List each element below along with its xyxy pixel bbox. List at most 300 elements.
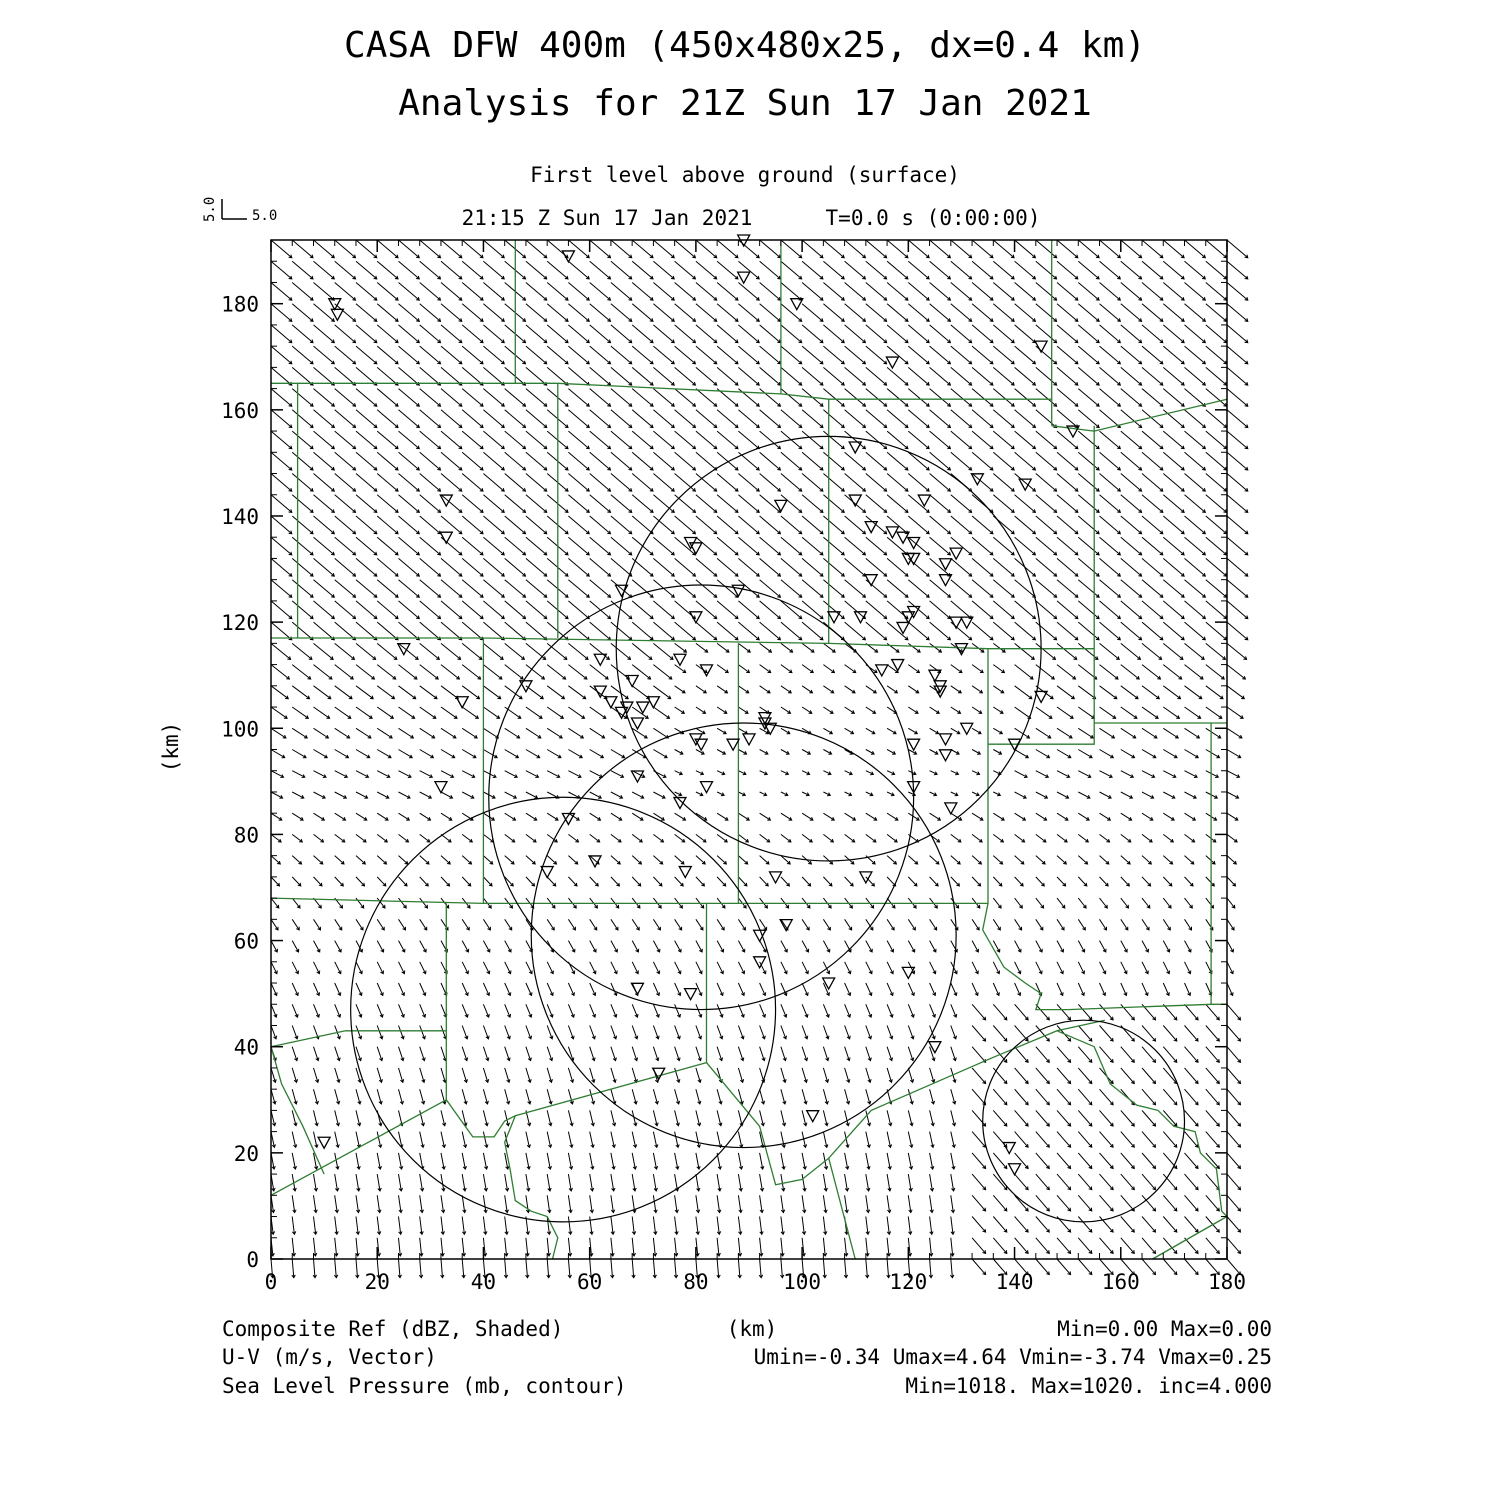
wind-vector [1142, 452, 1163, 470]
wind-vector [483, 1026, 489, 1039]
wind-vector [271, 813, 282, 820]
wind-vector [781, 580, 802, 598]
wind-vector [675, 367, 696, 385]
wind-vector [335, 537, 356, 555]
wind-vector [908, 1068, 913, 1082]
wind-vector [271, 919, 278, 930]
wind-vector [696, 1110, 701, 1125]
wind-vector [802, 686, 812, 693]
wind-vector [611, 1110, 616, 1125]
wind-vector [1036, 1174, 1050, 1190]
wind-vector [866, 1259, 869, 1278]
station-marker [908, 538, 920, 549]
wind-vector [292, 813, 303, 820]
wind-vector [335, 389, 356, 407]
wind-vector [675, 304, 696, 322]
wind-vector [866, 346, 887, 364]
wind-vector [1185, 1174, 1199, 1190]
wind-vector [823, 304, 844, 322]
wind-vector [823, 537, 844, 555]
wind-vector [1078, 1217, 1092, 1233]
wind-vector [1163, 537, 1184, 555]
wind-vector [377, 983, 383, 995]
wind-vector [420, 474, 441, 492]
wind-vector [1185, 580, 1206, 598]
wind-vector [675, 1004, 681, 1017]
wind-vector [1057, 580, 1078, 598]
wind-vector [866, 240, 887, 258]
wind-vector [1078, 346, 1099, 364]
wind-vector [845, 707, 855, 713]
wind-vector [951, 240, 972, 258]
wind-vector [547, 771, 560, 778]
wind-vector [675, 707, 685, 713]
wind-vector [632, 495, 653, 513]
county-boundary [446, 1031, 706, 1137]
wind-vector [526, 1004, 532, 1017]
wind-vector [335, 240, 356, 258]
wind-vector [483, 856, 492, 864]
wind-vector [292, 856, 301, 864]
wind-vector [568, 1089, 573, 1104]
wind-vector [1057, 983, 1063, 995]
wind-vector [1121, 1132, 1135, 1148]
wind-vector [292, 983, 298, 995]
wind-vector [1057, 813, 1068, 820]
wind-vector [335, 431, 356, 449]
wind-vector [462, 813, 473, 820]
wind-vector [611, 495, 632, 513]
wind-vector [993, 452, 1014, 470]
wind-vector [930, 1089, 935, 1104]
wind-vector [611, 750, 625, 758]
wind-vector [653, 389, 674, 407]
wind-vector [930, 1110, 935, 1125]
wind-vector [717, 240, 738, 258]
wind-vector [632, 1153, 636, 1169]
wind-vector [314, 601, 335, 619]
wind-vector [993, 686, 1003, 693]
wind-vector [590, 1004, 596, 1017]
wind-vector [675, 771, 683, 775]
wind-vector [1121, 1238, 1135, 1254]
wind-vector [399, 410, 420, 428]
wind-vector [547, 856, 556, 864]
wind-vector [335, 261, 356, 279]
wind-vector [1015, 389, 1036, 407]
wind-vector [781, 771, 789, 775]
wind-vector [292, 919, 299, 930]
wind-vector [738, 707, 748, 713]
wind-vector [696, 431, 717, 449]
wind-vector [823, 792, 830, 796]
wind-vector [653, 941, 660, 952]
wind-vector [314, 813, 325, 820]
wind-vector [696, 1195, 700, 1212]
wind-vector [1163, 983, 1169, 995]
wind-vector [547, 1195, 551, 1212]
wind-vector [823, 389, 844, 407]
wind-vector [335, 1110, 340, 1125]
wind-vector [717, 1089, 722, 1104]
wind-vector [292, 495, 313, 513]
wind-vector [314, 580, 335, 598]
wind-vector [1078, 643, 1098, 659]
wind-vector [930, 707, 940, 713]
wind-vector [441, 1217, 445, 1235]
station-marker [823, 978, 835, 989]
wind-vector [568, 856, 577, 864]
wind-vector [1227, 898, 1235, 908]
title-line-1: CASA DFW 400m (450x480x25, dx=0.4 km) [344, 25, 1146, 66]
wind-vector [1057, 941, 1064, 952]
wind-vector [462, 1153, 466, 1169]
wind-vector [802, 707, 812, 713]
wind-vector [1015, 1089, 1029, 1105]
wind-vector [993, 728, 1002, 733]
wind-vector [1163, 877, 1172, 886]
wind-vector [1185, 537, 1206, 555]
wind-vector [462, 877, 471, 886]
wind-vector [292, 580, 313, 598]
wind-vector [1185, 1047, 1199, 1063]
wind-vector [760, 325, 781, 343]
wind-vector [1078, 813, 1089, 820]
wind-vector [696, 410, 717, 428]
wind-vector [1015, 834, 1025, 842]
wind-vector [1185, 410, 1206, 428]
wind-vector [696, 962, 702, 974]
wind-vector [1015, 792, 1027, 798]
wind-vector [951, 1047, 957, 1061]
wind-vector [398, 1259, 401, 1278]
wind-vector [420, 1132, 425, 1148]
wind-vector [590, 941, 596, 952]
wind-vector [760, 1089, 765, 1104]
wind-vector [781, 1195, 785, 1212]
wind-vector [1206, 1132, 1220, 1148]
wind-vector [1015, 1047, 1029, 1063]
wind-vector [696, 452, 717, 470]
station-marker [440, 495, 452, 506]
wind-vector [823, 665, 834, 673]
wind-vector [1185, 877, 1194, 886]
wind-vector [420, 983, 426, 995]
wind-vector [399, 834, 409, 842]
wind-vector [547, 283, 568, 301]
wind-vector [547, 1174, 551, 1191]
wind-vector [590, 1174, 594, 1191]
wind-vector [1036, 389, 1057, 407]
wind-vector [590, 1217, 594, 1235]
wind-vector [717, 410, 738, 428]
wind-vector [441, 1259, 444, 1278]
wind-vector [738, 771, 746, 775]
wind-vector [1078, 537, 1099, 555]
wind-vector [675, 474, 696, 492]
wind-vector [781, 1153, 785, 1169]
wind-vector [1163, 516, 1184, 534]
wind-vector [930, 367, 951, 385]
wind-vector [420, 1068, 425, 1082]
wind-vector [314, 516, 335, 534]
wind-vector [271, 643, 291, 659]
wind-vector [887, 452, 908, 470]
wind-vector [930, 431, 951, 449]
wind-vector [1227, 389, 1248, 407]
wind-vector [420, 686, 437, 699]
wind-vector [568, 558, 589, 576]
wind-vector [887, 771, 895, 775]
wind-vector [462, 728, 477, 738]
wind-vector [1142, 431, 1163, 449]
wind-vector [696, 474, 717, 492]
wind-vector [377, 792, 389, 798]
wind-vector [717, 750, 725, 755]
wind-vector [866, 1174, 870, 1191]
wind-vector [399, 325, 420, 343]
wind-vector [887, 856, 896, 864]
wind-vector [1142, 665, 1161, 680]
wind-vector [993, 346, 1014, 364]
wind-vector [568, 622, 589, 640]
wind-vector [271, 898, 279, 908]
wind-vector [845, 919, 852, 930]
wind-vector [526, 1132, 531, 1148]
wind-vector [1057, 410, 1078, 428]
wind-vector [1227, 665, 1245, 680]
wind-vector [696, 771, 704, 775]
wind-vector [314, 686, 331, 699]
wind-vector [483, 1153, 487, 1169]
wind-vector [441, 516, 462, 534]
wind-vector [590, 750, 604, 758]
wind-vector [1078, 1174, 1092, 1190]
wind-vector [1121, 728, 1136, 738]
wind-vector [781, 1089, 786, 1104]
wind-vector [335, 622, 356, 640]
wind-vector [441, 771, 454, 778]
wind-vector [335, 1132, 340, 1148]
wind-vector [696, 622, 717, 640]
wind-vector [632, 643, 652, 659]
wind-vector [356, 283, 377, 301]
wind-vector [399, 1153, 403, 1169]
wind-vector [568, 941, 575, 952]
wind-vector [696, 1089, 701, 1104]
wind-vector [993, 495, 1014, 513]
wind-vector [1185, 516, 1206, 534]
wind-vector [462, 1026, 468, 1039]
wind-vector [1121, 834, 1131, 842]
wind-vector [292, 962, 298, 974]
wind-vector [271, 792, 283, 798]
wind-vector [462, 1047, 467, 1061]
wind-vector [1078, 240, 1099, 258]
wind-vector [568, 452, 589, 470]
wind-vector [908, 983, 914, 995]
wind-vector [930, 1174, 934, 1191]
wind-vector [1163, 750, 1177, 758]
wind-vector [696, 792, 703, 796]
wind-vector [802, 1068, 807, 1082]
wind-vector [1121, 580, 1142, 598]
wind-vector [314, 665, 332, 680]
wind-vector [1142, 304, 1163, 322]
vector-scale-u-label: 5.0 [252, 208, 278, 224]
x-axis-ticks [265, 240, 1246, 1294]
wind-vector [1206, 643, 1226, 659]
wind-vector [1163, 325, 1184, 343]
wind-vector [483, 516, 504, 534]
wind-vector [696, 261, 717, 279]
wind-vector [462, 580, 483, 598]
wind-vector [1227, 410, 1248, 428]
wind-vector [505, 580, 526, 598]
wind-vector [1121, 1195, 1135, 1211]
wind-vector [887, 558, 908, 576]
wind-vector [505, 1004, 511, 1017]
wind-vector [993, 1068, 1007, 1084]
wind-vector [717, 877, 726, 886]
wind-vector [823, 1089, 828, 1104]
wind-vector [759, 1259, 763, 1278]
wind-vector [675, 431, 696, 449]
wind-vector [547, 1068, 552, 1082]
wind-vector [632, 941, 638, 952]
wind-vector [781, 389, 802, 407]
wind-vector [462, 983, 468, 995]
wind-vector [908, 1026, 914, 1039]
wind-vector [335, 346, 356, 364]
wind-vector [420, 580, 441, 598]
wind-vector [568, 665, 587, 680]
wind-vector [483, 1110, 488, 1125]
wind-vector [377, 601, 398, 619]
wind-vector [802, 750, 810, 755]
wind-vector [590, 346, 611, 364]
wind-vector [377, 474, 398, 492]
wind-vector [568, 834, 578, 842]
wind-vector [951, 877, 960, 886]
wind-vector [1163, 304, 1184, 322]
wind-vector [1036, 665, 1054, 680]
wind-vector [951, 834, 961, 842]
wind-vector [547, 813, 558, 820]
wind-vector [908, 304, 929, 322]
wind-vector [1142, 813, 1153, 820]
wind-vector [1015, 346, 1036, 364]
wind-vector [951, 1004, 957, 1017]
wind-vector [972, 389, 993, 407]
wind-vector [675, 325, 696, 343]
wind-vector [356, 558, 377, 576]
wind-vector [590, 622, 611, 640]
wind-vector [717, 261, 738, 279]
wind-vector [1121, 792, 1133, 798]
wind-vector [887, 941, 893, 952]
wind-vector [356, 261, 377, 279]
wind-vector [568, 367, 589, 385]
wind-vector [866, 813, 877, 820]
wind-vector [696, 325, 717, 343]
wind-vector [1036, 1047, 1050, 1063]
wind-vector [292, 346, 313, 364]
wind-vector [568, 410, 589, 428]
wind-vector [292, 240, 313, 258]
wind-vector [271, 1004, 277, 1017]
wind-vector [738, 962, 744, 974]
wind-vector [1015, 283, 1036, 301]
wind-vector [1100, 622, 1121, 640]
wind-vector [314, 622, 335, 640]
wind-vector [1227, 516, 1248, 534]
wind-vector [866, 495, 887, 513]
wind-vector [1057, 643, 1077, 659]
wind-vector [590, 283, 611, 301]
wind-vector [399, 622, 420, 640]
wind-vector [590, 792, 602, 798]
wind-vector [930, 304, 951, 322]
wind-vector [420, 750, 434, 758]
wind-vector [887, 516, 908, 534]
wind-vector [1100, 834, 1110, 842]
wind-vector [292, 367, 313, 385]
wind-vector [547, 686, 564, 699]
wind-vector [356, 898, 364, 908]
wind-vector [1121, 325, 1142, 343]
wind-vector [887, 346, 908, 364]
wind-vector [526, 983, 532, 995]
wind-vector [441, 261, 462, 279]
wind-vector [738, 431, 759, 449]
wind-vector [675, 580, 696, 598]
wind-vector [611, 304, 632, 322]
wind-vector [802, 1026, 808, 1039]
wind-vector [866, 516, 887, 534]
wind-vector [632, 304, 653, 322]
wind-vector [377, 537, 398, 555]
wind-vector [271, 474, 292, 492]
wind-vector [1163, 283, 1184, 301]
wind-vector [1142, 580, 1163, 598]
wind-vector [1078, 856, 1087, 864]
wind-vector [441, 283, 462, 301]
station-marker [886, 357, 898, 368]
wind-vector [483, 1132, 488, 1148]
wind-vector [717, 474, 738, 492]
wind-vector [738, 495, 759, 513]
wind-vector [866, 983, 872, 995]
wind-vector [951, 1153, 955, 1169]
wind-vector [738, 1047, 743, 1061]
wind-vector [845, 771, 853, 775]
wind-vector [526, 325, 547, 343]
wind-vector [462, 1217, 466, 1235]
wind-vector [611, 452, 632, 470]
wind-vector [908, 813, 919, 820]
wind-vector [675, 834, 685, 842]
wind-vector [1163, 898, 1171, 908]
wind-vector [526, 643, 546, 659]
wind-vector [653, 367, 674, 385]
wind-vector [717, 622, 738, 640]
wind-vector [547, 1004, 553, 1017]
wind-vector [717, 516, 738, 534]
wind-vector [696, 1026, 702, 1039]
wind-vector [653, 1195, 657, 1212]
wind-vector [1142, 325, 1163, 343]
